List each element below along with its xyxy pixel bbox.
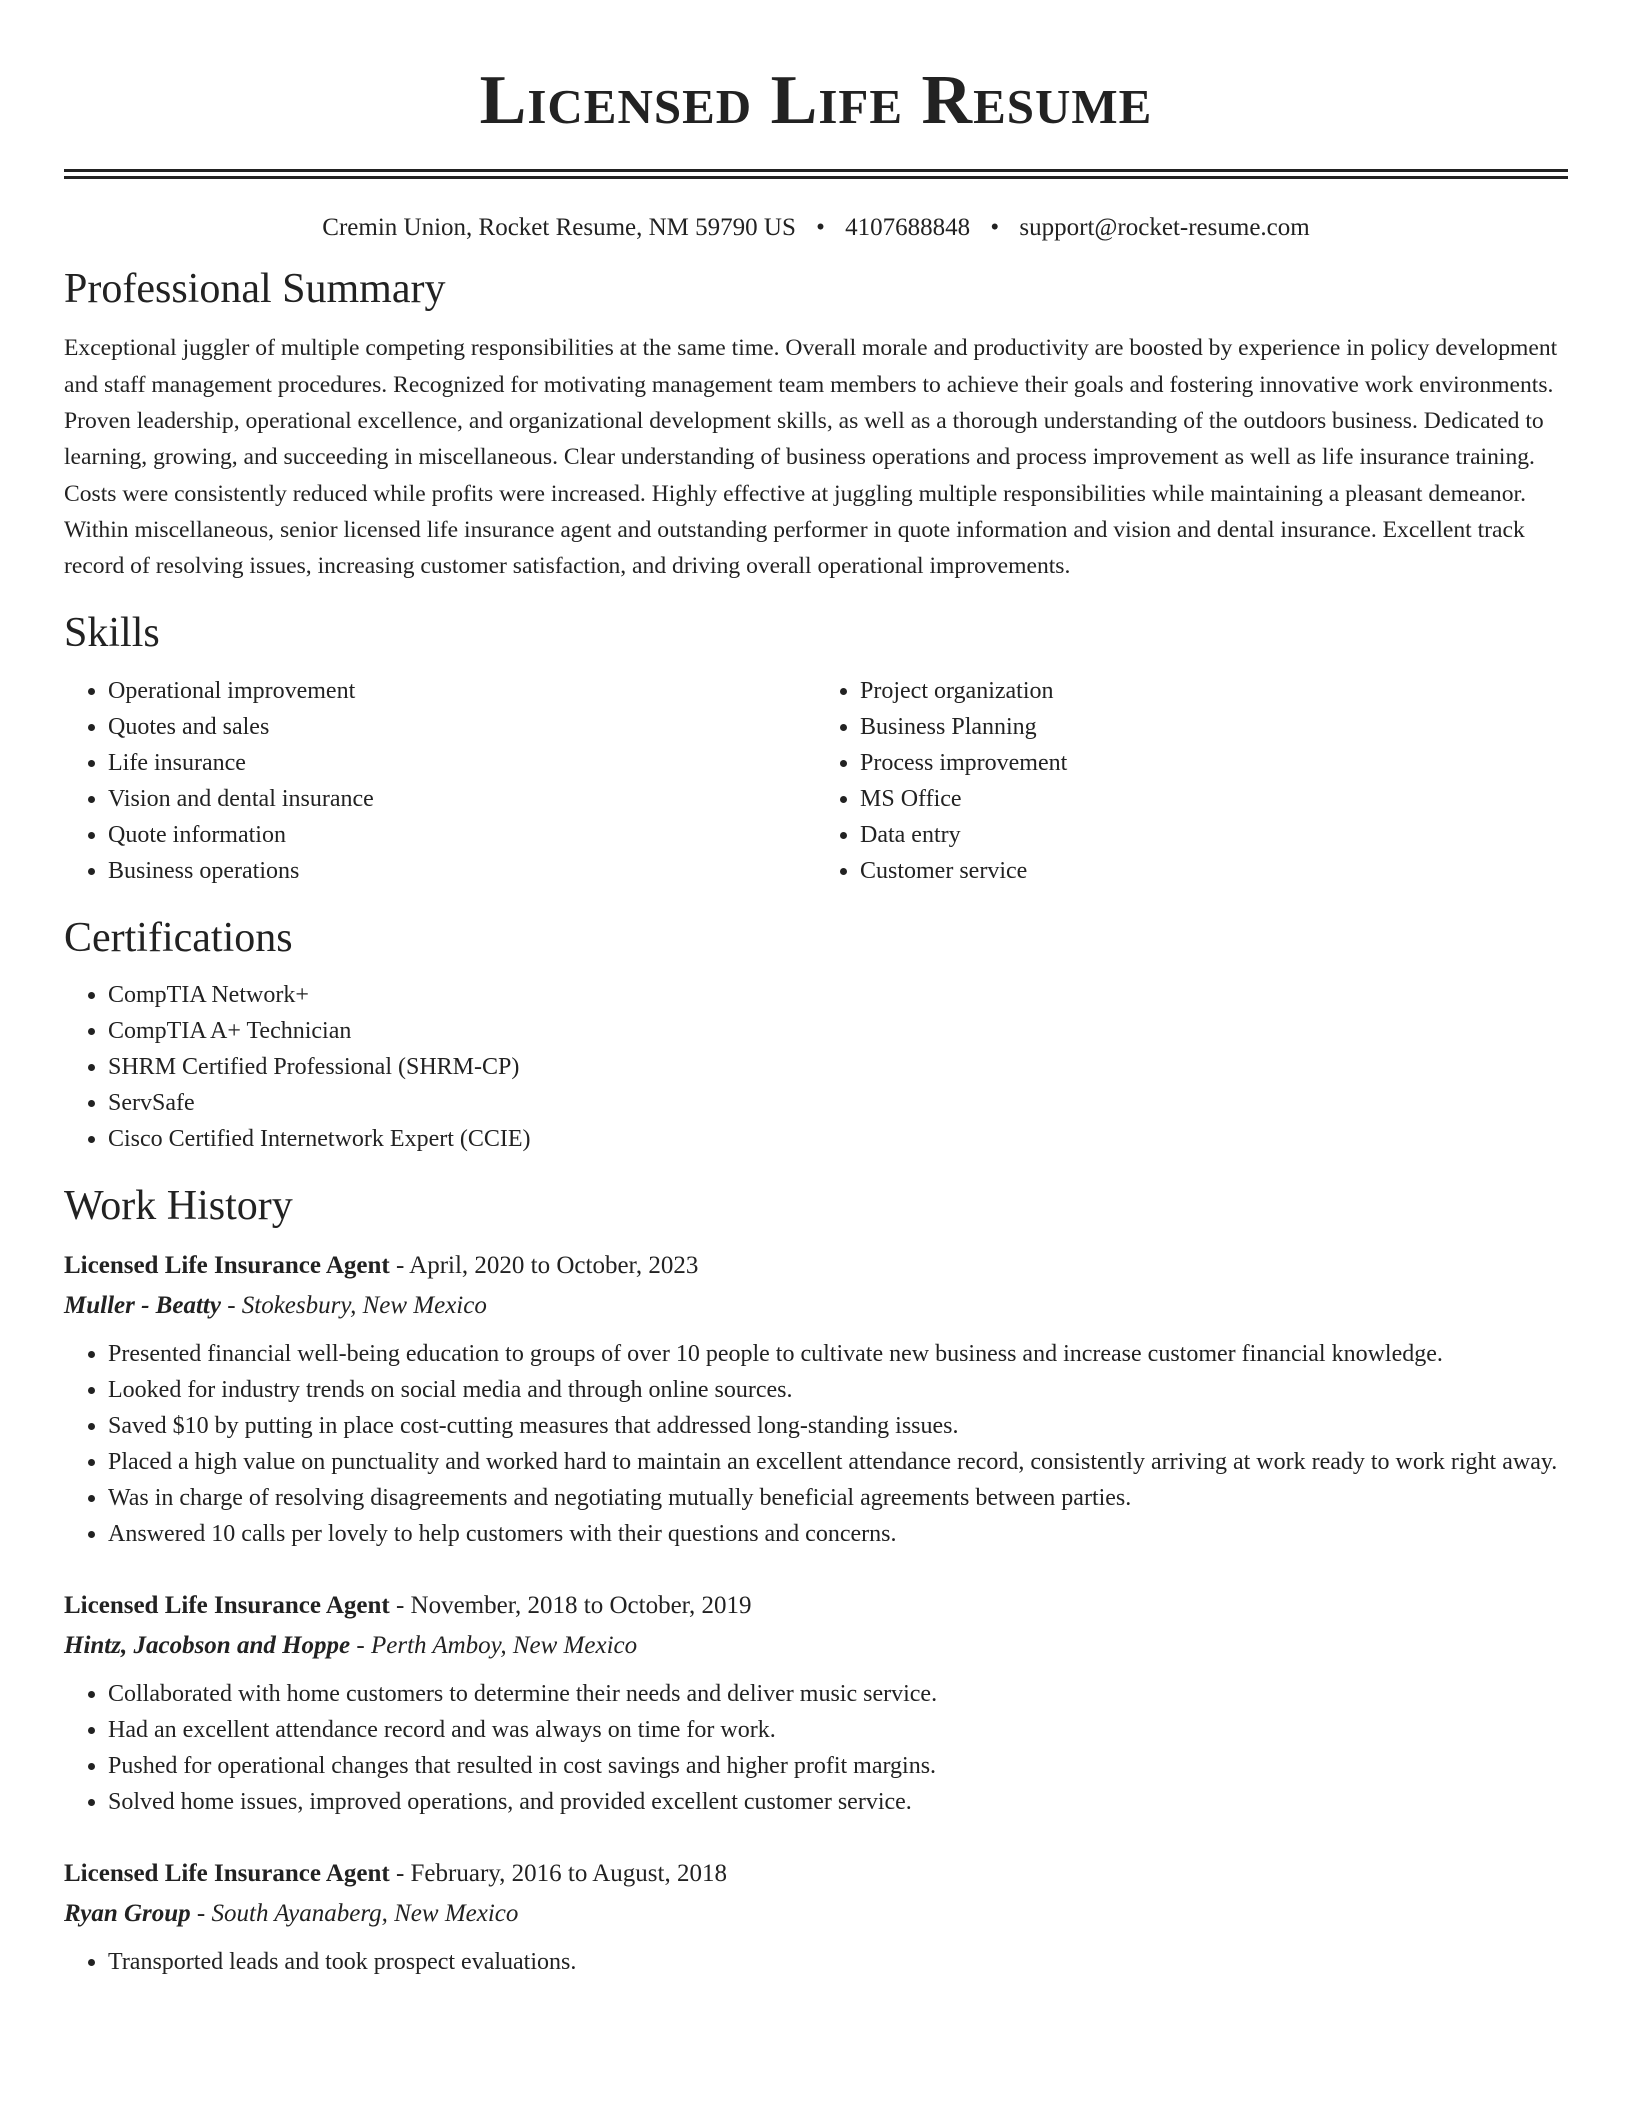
skill-item: • Vision and dental insurance: [108, 781, 816, 817]
job-bullet: • Was in charge of resolving disagreements and negotiating mutually beneficial agreements between parties.: [108, 1480, 1568, 1516]
job-title: Licensed Life Insurance Agent: [64, 1859, 390, 1887]
skill-item: • Quote information: [108, 817, 816, 853]
certification-item: • Cisco Certified Internetwork Expert (CCIE): [108, 1121, 1568, 1157]
title-double-rule: [64, 169, 1568, 179]
company-name: Ryan Group: [64, 1899, 191, 1927]
skills-list-right: [816, 673, 1568, 889]
skill-item: • Data entry: [860, 817, 1568, 853]
job-bullets: [64, 1944, 1568, 1980]
job-bullet: • Pushed for operational changes that resulted in cost savings and higher profit margins.: [108, 1748, 1568, 1784]
job-dates: - February, 2016 to August, 2018: [389, 1859, 727, 1887]
job-bullet: • Placed a high value on punctuality and worked hard to maintain an excellent attendance record, consistently arriving at work ready to work right away.: [108, 1444, 1568, 1480]
certification-item: • CompTIA A+ Technician: [108, 1013, 1568, 1049]
company-line: [64, 1894, 1568, 1934]
job-bullets: [64, 1336, 1568, 1552]
contact-separator: •: [990, 214, 1000, 241]
company-location: - Stokesbury, New Mexico: [220, 1291, 487, 1319]
job-bullet: • Presented financial well-being education to groups of over 10 people to cultivate new business and increase customer financial knowledge.: [108, 1336, 1568, 1372]
skill-item: • Business operations: [108, 853, 816, 889]
skill-item: • Life insurance: [108, 745, 816, 781]
skill-item: • Process improvement: [860, 745, 1568, 781]
job-bullet: • Solved home issues, improved operations, and provided excellent customer service.: [108, 1784, 1568, 1820]
company-line: [64, 1626, 1568, 1666]
contact-separator: •: [816, 214, 825, 241]
contact-email: support@rocket-resume.com: [1019, 214, 1310, 241]
company-name: Muller - Beatty: [64, 1291, 221, 1319]
contact-phone: 4107688848: [845, 214, 971, 241]
job-entry: [64, 1586, 1568, 1820]
job-bullet: • Transported leads and took prospect evaluations.: [108, 1944, 1568, 1980]
skills-heading: Skills: [64, 610, 160, 657]
certification-item: • CompTIA Network+: [108, 977, 1568, 1013]
certification-item: • SHRM Certified Professional (SHRM-CP): [108, 1049, 1568, 1085]
job-bullet: • Looked for industry trends on social media and through online sources.: [108, 1372, 1568, 1408]
certifications-list: [64, 977, 1568, 1157]
skill-item: • Customer service: [860, 853, 1568, 889]
job-bullet: • Answered 10 calls per lovely to help customers with their questions and concerns.: [108, 1516, 1568, 1552]
job-bullet: • Collaborated with home customers to determine their needs and deliver music service.: [108, 1676, 1568, 1712]
job-title-line: [64, 1586, 1568, 1626]
company-location: - South Ayanaberg, New Mexico: [190, 1899, 519, 1927]
job-bullets: [64, 1676, 1568, 1820]
skill-item: • Quotes and sales: [108, 709, 816, 745]
skill-item: • Operational improvement: [108, 673, 816, 709]
job-entry: [64, 1854, 1568, 1980]
job-title-line: [64, 1246, 1568, 1286]
contact-line: [64, 212, 1568, 244]
skills-list-left: [64, 673, 816, 889]
contact-address: Cremin Union, Rocket Resume, NM 59790 US: [322, 214, 796, 241]
job-title-line: [64, 1854, 1568, 1894]
company-location: - Perth Amboy, New Mexico: [350, 1631, 638, 1659]
skill-item: • Project organization: [860, 673, 1568, 709]
job-title: Licensed Life Insurance Agent: [64, 1251, 390, 1279]
job-bullet: • Saved $10 by putting in place cost-cutting measures that addressed long-standing issues.: [108, 1408, 1568, 1444]
resume-title: Licensed Life Resume: [479, 62, 1153, 139]
summary-text: Exceptional juggler of multiple competing responsibilities at the same time. Overall morale and productivity are boosted by experience in policy development and staff management procedures. Recognized for motivating management team members to achieve their goals and fostering innovative work environments. Proven leadership, operational excellence, and organizational development skills, as well as a thorough understanding of the outdoors business. Dedicated to learning, growing, and succeeding in miscellaneous. Clear understanding of business operations and process improvement as well as life insurance training. Costs were consistently reduced while profits were increased. Highly effective at juggling multiple responsibilities while maintaining a pleasant demeanor. Within miscellaneous, senior licensed life insurance agent and outstanding performer in quote information and vision and dental insurance. Excellent track record of resolving issues, increasing customer satisfaction, and driving overall operational improvements.: [64, 335, 1558, 580]
certifications-heading: Certifications: [64, 914, 293, 961]
summary-heading: Professional Summary: [64, 266, 446, 312]
job-bullet: • Had an excellent attendance record and was always on time for work.: [108, 1712, 1568, 1748]
skill-item: • MS Office: [860, 781, 1568, 817]
job-dates: - April, 2020 to October, 2023: [389, 1251, 699, 1279]
skill-item: • Business Planning: [860, 709, 1568, 745]
job-dates: - November, 2018 to October, 2019: [389, 1591, 752, 1619]
certification-item: • ServSafe: [108, 1085, 1568, 1121]
skills-columns: [64, 673, 1568, 889]
work-history-heading: Work History: [64, 1183, 293, 1230]
company-name: Hintz, Jacobson and Hoppe: [64, 1631, 351, 1659]
job-title: Licensed Life Insurance Agent: [64, 1591, 390, 1619]
job-entry: [64, 1246, 1568, 1552]
company-line: [64, 1286, 1568, 1326]
